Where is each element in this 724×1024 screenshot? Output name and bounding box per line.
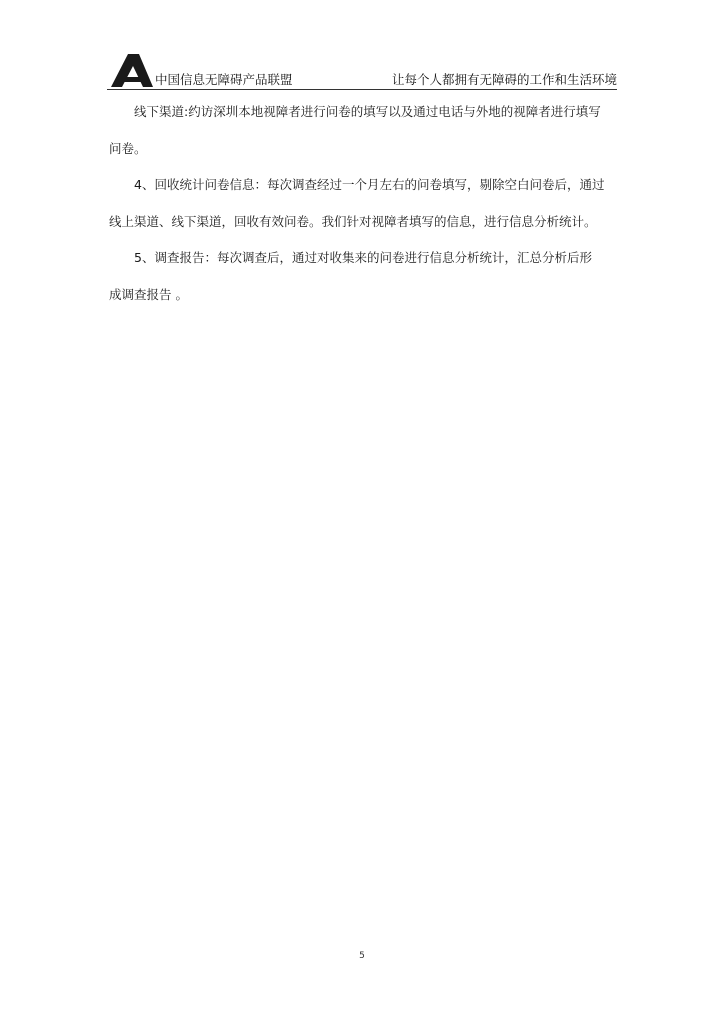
org-name: 中国信息无障碍产品联盟 [155,72,293,87]
page-header [107,48,617,92]
body-line: 线下渠道:约访深圳本地视障者进行问卷的填写以及通过电话与外地的视障者进行填写 [134,104,601,119]
page-number: 5 [359,951,365,961]
header-slogan: 让每个人都拥有无障碍的工作和生活环境 [391,72,617,87]
header-divider [107,89,617,90]
alliance-logo-icon [109,52,155,88]
body-line: 线上渠道、线下渠道，回收有效问卷。我们针对视障者填写的信息，进行信息分析统计。 [109,213,597,229]
document-body [109,94,615,313]
body-line: 4、回收统计问卷信息：每次调查经过一个月左右的问卷填写，剔除空白问卷后，通过 [134,177,605,192]
body-line: 5、调查报告：每次调查后，通过对收集来的问卷进行信息分析统计，汇总分析后形 [134,250,592,265]
body-line: 问卷。 [109,140,147,156]
body-line: 成调查报告 。 [109,286,188,302]
